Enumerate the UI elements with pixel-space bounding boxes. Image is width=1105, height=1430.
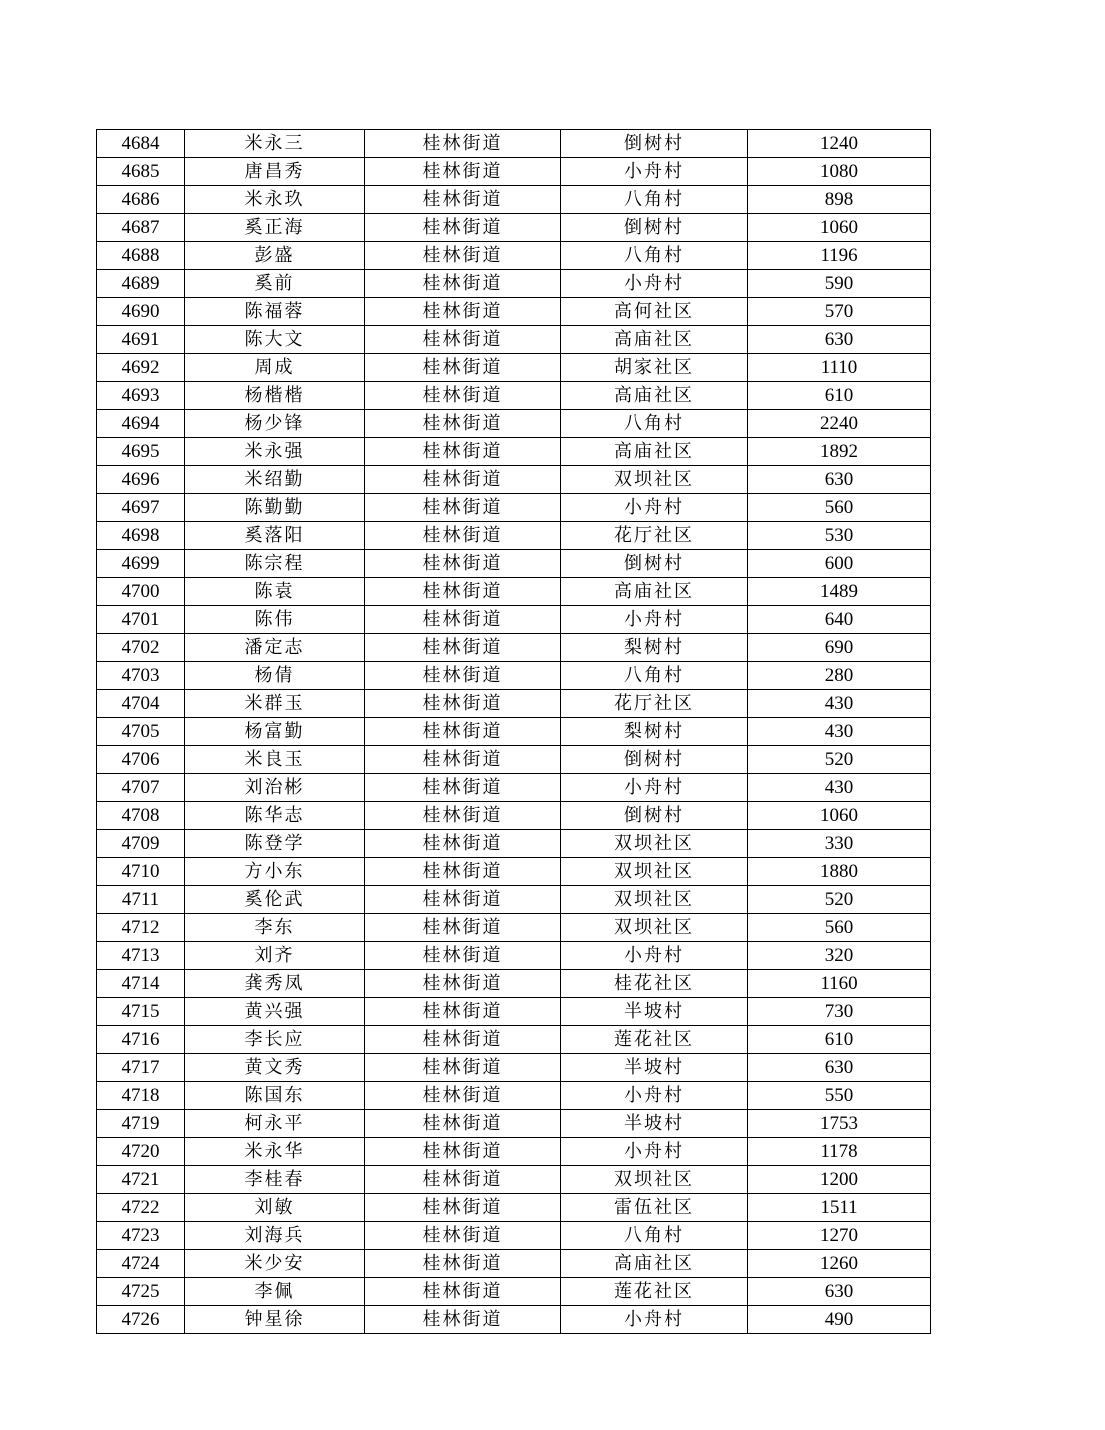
- street-cell: 桂林街道: [365, 1278, 561, 1306]
- row-number-cell: 4704: [97, 690, 185, 718]
- amount-cell: 1511: [748, 1194, 931, 1222]
- street-cell: 桂林街道: [365, 1110, 561, 1138]
- table-row: [97, 270, 931, 298]
- row-number-cell: 4713: [97, 942, 185, 970]
- amount-cell: 1260: [748, 1250, 931, 1278]
- amount-cell: 1060: [748, 214, 931, 242]
- name-cell: 杨楷楷: [185, 382, 365, 410]
- row-number-cell: 4706: [97, 746, 185, 774]
- amount-cell: 520: [748, 746, 931, 774]
- amount-cell: 590: [748, 270, 931, 298]
- street-cell: 桂林街道: [365, 634, 561, 662]
- street-cell: 桂林街道: [365, 326, 561, 354]
- table-row: [97, 1194, 931, 1222]
- amount-cell: 1240: [748, 130, 931, 158]
- row-number-cell: 4702: [97, 634, 185, 662]
- amount-cell: 490: [748, 1306, 931, 1334]
- street-cell: 桂林街道: [365, 774, 561, 802]
- table-row: [97, 858, 931, 886]
- row-number-cell: 4726: [97, 1306, 185, 1334]
- name-cell: 米绍勤: [185, 466, 365, 494]
- row-number-cell: 4719: [97, 1110, 185, 1138]
- name-cell: 李东: [185, 914, 365, 942]
- table-row: [97, 886, 931, 914]
- village-cell: 花厅社区: [561, 690, 748, 718]
- village-cell: 小舟村: [561, 1082, 748, 1110]
- amount-cell: 1200: [748, 1166, 931, 1194]
- name-cell: 奚正海: [185, 214, 365, 242]
- name-cell: 陈袁: [185, 578, 365, 606]
- name-cell: 陈大文: [185, 326, 365, 354]
- name-cell: 陈华志: [185, 802, 365, 830]
- table-row: [97, 186, 931, 214]
- name-cell: 刘治彬: [185, 774, 365, 802]
- name-cell: 李佩: [185, 1278, 365, 1306]
- table-row: [97, 578, 931, 606]
- table-row: [97, 1138, 931, 1166]
- village-cell: 小舟村: [561, 1306, 748, 1334]
- amount-cell: 330: [748, 830, 931, 858]
- street-cell: 桂林街道: [365, 606, 561, 634]
- row-number-cell: 4691: [97, 326, 185, 354]
- village-cell: 八角村: [561, 1222, 748, 1250]
- village-cell: 半坡村: [561, 1054, 748, 1082]
- name-cell: 李桂春: [185, 1166, 365, 1194]
- table-row: [97, 130, 931, 158]
- row-number-cell: 4712: [97, 914, 185, 942]
- amount-cell: 530: [748, 522, 931, 550]
- table-row: [97, 942, 931, 970]
- row-number-cell: 4693: [97, 382, 185, 410]
- street-cell: 桂林街道: [365, 1054, 561, 1082]
- row-number-cell: 4715: [97, 998, 185, 1026]
- village-cell: 双坝社区: [561, 466, 748, 494]
- name-cell: 米永华: [185, 1138, 365, 1166]
- street-cell: 桂林街道: [365, 438, 561, 466]
- street-cell: 桂林街道: [365, 158, 561, 186]
- village-cell: 小舟村: [561, 494, 748, 522]
- amount-cell: 730: [748, 998, 931, 1026]
- row-number-cell: 4714: [97, 970, 185, 998]
- amount-cell: 430: [748, 774, 931, 802]
- name-cell: 奚落阳: [185, 522, 365, 550]
- village-cell: 小舟村: [561, 774, 748, 802]
- table-row: [97, 438, 931, 466]
- table-body: [97, 130, 931, 1334]
- name-cell: 陈登学: [185, 830, 365, 858]
- name-cell: 彭盛: [185, 242, 365, 270]
- street-cell: 桂林街道: [365, 130, 561, 158]
- street-cell: 桂林街道: [365, 298, 561, 326]
- village-cell: 小舟村: [561, 270, 748, 298]
- table-row: [97, 522, 931, 550]
- table-row: [97, 774, 931, 802]
- village-cell: 小舟村: [561, 158, 748, 186]
- name-cell: 钟星徐: [185, 1306, 365, 1334]
- table-row: [97, 1222, 931, 1250]
- table-row: [97, 662, 931, 690]
- village-cell: 双坝社区: [561, 914, 748, 942]
- amount-cell: 430: [748, 718, 931, 746]
- table-row: [97, 1250, 931, 1278]
- row-number-cell: 4709: [97, 830, 185, 858]
- village-cell: 雷伍社区: [561, 1194, 748, 1222]
- street-cell: 桂林街道: [365, 354, 561, 382]
- row-number-cell: 4690: [97, 298, 185, 326]
- village-cell: 双坝社区: [561, 1166, 748, 1194]
- street-cell: 桂林街道: [365, 1166, 561, 1194]
- row-number-cell: 4724: [97, 1250, 185, 1278]
- amount-cell: 560: [748, 914, 931, 942]
- name-cell: 龚秀凤: [185, 970, 365, 998]
- name-cell: 陈福蓉: [185, 298, 365, 326]
- amount-cell: 560: [748, 494, 931, 522]
- row-number-cell: 4720: [97, 1138, 185, 1166]
- street-cell: 桂林街道: [365, 914, 561, 942]
- name-cell: 杨倩: [185, 662, 365, 690]
- row-number-cell: 4687: [97, 214, 185, 242]
- street-cell: 桂林街道: [365, 214, 561, 242]
- street-cell: 桂林街道: [365, 998, 561, 1026]
- name-cell: 潘定志: [185, 634, 365, 662]
- village-cell: 莲花社区: [561, 1026, 748, 1054]
- row-number-cell: 4689: [97, 270, 185, 298]
- amount-cell: 600: [748, 550, 931, 578]
- amount-cell: 280: [748, 662, 931, 690]
- row-number-cell: 4717: [97, 1054, 185, 1082]
- row-number-cell: 4703: [97, 662, 185, 690]
- row-number-cell: 4699: [97, 550, 185, 578]
- street-cell: 桂林街道: [365, 690, 561, 718]
- amount-cell: 1110: [748, 354, 931, 382]
- table-row: [97, 718, 931, 746]
- village-cell: 半坡村: [561, 998, 748, 1026]
- street-cell: 桂林街道: [365, 802, 561, 830]
- name-cell: 米良玉: [185, 746, 365, 774]
- street-cell: 桂林街道: [365, 662, 561, 690]
- street-cell: 桂林街道: [365, 522, 561, 550]
- name-cell: 黄兴强: [185, 998, 365, 1026]
- street-cell: 桂林街道: [365, 830, 561, 858]
- village-cell: 八角村: [561, 242, 748, 270]
- village-cell: 倒树村: [561, 214, 748, 242]
- data-table: [96, 129, 931, 1334]
- table-row: [97, 998, 931, 1026]
- street-cell: 桂林街道: [365, 886, 561, 914]
- village-cell: 梨树村: [561, 634, 748, 662]
- amount-cell: 1753: [748, 1110, 931, 1138]
- row-number-cell: 4711: [97, 886, 185, 914]
- table-row: [97, 410, 931, 438]
- row-number-cell: 4688: [97, 242, 185, 270]
- row-number-cell: 4698: [97, 522, 185, 550]
- table-row: [97, 830, 931, 858]
- street-cell: 桂林街道: [365, 1250, 561, 1278]
- table-row: [97, 802, 931, 830]
- village-cell: 双坝社区: [561, 858, 748, 886]
- amount-cell: 520: [748, 886, 931, 914]
- street-cell: 桂林街道: [365, 858, 561, 886]
- street-cell: 桂林街道: [365, 186, 561, 214]
- table-row: [97, 746, 931, 774]
- street-cell: 桂林街道: [365, 382, 561, 410]
- amount-cell: 630: [748, 466, 931, 494]
- village-cell: 双坝社区: [561, 886, 748, 914]
- table-row: [97, 494, 931, 522]
- name-cell: 黄文秀: [185, 1054, 365, 1082]
- amount-cell: 1270: [748, 1222, 931, 1250]
- row-number-cell: 4686: [97, 186, 185, 214]
- amount-cell: 1060: [748, 802, 931, 830]
- amount-cell: 570: [748, 298, 931, 326]
- name-cell: 米永玖: [185, 186, 365, 214]
- name-cell: 奚伦武: [185, 886, 365, 914]
- table-row: [97, 606, 931, 634]
- row-number-cell: 4716: [97, 1026, 185, 1054]
- amount-cell: 430: [748, 690, 931, 718]
- table-row: [97, 466, 931, 494]
- street-cell: 桂林街道: [365, 270, 561, 298]
- table-row: [97, 550, 931, 578]
- amount-cell: 630: [748, 326, 931, 354]
- street-cell: 桂林街道: [365, 1222, 561, 1250]
- village-cell: 高庙社区: [561, 578, 748, 606]
- street-cell: 桂林街道: [365, 1306, 561, 1334]
- amount-cell: 2240: [748, 410, 931, 438]
- village-cell: 倒树村: [561, 130, 748, 158]
- street-cell: 桂林街道: [365, 942, 561, 970]
- row-number-cell: 4692: [97, 354, 185, 382]
- amount-cell: 1489: [748, 578, 931, 606]
- row-number-cell: 4723: [97, 1222, 185, 1250]
- amount-cell: 898: [748, 186, 931, 214]
- village-cell: 八角村: [561, 662, 748, 690]
- name-cell: 陈勤勤: [185, 494, 365, 522]
- row-number-cell: 4722: [97, 1194, 185, 1222]
- row-number-cell: 4705: [97, 718, 185, 746]
- street-cell: 桂林街道: [365, 718, 561, 746]
- name-cell: 陈国东: [185, 1082, 365, 1110]
- street-cell: 桂林街道: [365, 1138, 561, 1166]
- name-cell: 唐昌秀: [185, 158, 365, 186]
- village-cell: 倒树村: [561, 746, 748, 774]
- row-number-cell: 4684: [97, 130, 185, 158]
- street-cell: 桂林街道: [365, 1026, 561, 1054]
- name-cell: 奚前: [185, 270, 365, 298]
- village-cell: 双坝社区: [561, 830, 748, 858]
- name-cell: 米永三: [185, 130, 365, 158]
- amount-cell: 690: [748, 634, 931, 662]
- row-number-cell: 4725: [97, 1278, 185, 1306]
- table-row: [97, 214, 931, 242]
- row-number-cell: 4685: [97, 158, 185, 186]
- name-cell: 杨富勤: [185, 718, 365, 746]
- amount-cell: 1880: [748, 858, 931, 886]
- village-cell: 胡家社区: [561, 354, 748, 382]
- name-cell: 米永强: [185, 438, 365, 466]
- village-cell: 小舟村: [561, 1138, 748, 1166]
- table-row: [97, 1110, 931, 1138]
- name-cell: 周成: [185, 354, 365, 382]
- table-row: [97, 1278, 931, 1306]
- name-cell: 方小东: [185, 858, 365, 886]
- street-cell: 桂林街道: [365, 410, 561, 438]
- table-row: [97, 382, 931, 410]
- village-cell: 倒树村: [561, 550, 748, 578]
- table-row: [97, 1026, 931, 1054]
- row-number-cell: 4695: [97, 438, 185, 466]
- row-number-cell: 4710: [97, 858, 185, 886]
- row-number-cell: 4701: [97, 606, 185, 634]
- name-cell: 刘海兵: [185, 1222, 365, 1250]
- table-row: [97, 158, 931, 186]
- amount-cell: 320: [748, 942, 931, 970]
- name-cell: 米少安: [185, 1250, 365, 1278]
- village-cell: 高庙社区: [561, 1250, 748, 1278]
- village-cell: 梨树村: [561, 718, 748, 746]
- street-cell: 桂林街道: [365, 466, 561, 494]
- village-cell: 高庙社区: [561, 438, 748, 466]
- row-number-cell: 4700: [97, 578, 185, 606]
- street-cell: 桂林街道: [365, 1194, 561, 1222]
- row-number-cell: 4721: [97, 1166, 185, 1194]
- street-cell: 桂林街道: [365, 242, 561, 270]
- table-row: [97, 298, 931, 326]
- village-cell: 半坡村: [561, 1110, 748, 1138]
- village-cell: 倒树村: [561, 802, 748, 830]
- row-number-cell: 4718: [97, 1082, 185, 1110]
- table-row: [97, 326, 931, 354]
- amount-cell: 1160: [748, 970, 931, 998]
- amount-cell: 630: [748, 1054, 931, 1082]
- row-number-cell: 4696: [97, 466, 185, 494]
- amount-cell: 1892: [748, 438, 931, 466]
- amount-cell: 610: [748, 382, 931, 410]
- village-cell: 桂花社区: [561, 970, 748, 998]
- name-cell: 杨少锋: [185, 410, 365, 438]
- amount-cell: 550: [748, 1082, 931, 1110]
- table-row: [97, 970, 931, 998]
- table-row: [97, 1054, 931, 1082]
- row-number-cell: 4697: [97, 494, 185, 522]
- table-row: [97, 242, 931, 270]
- table-row: [97, 634, 931, 662]
- amount-cell: 610: [748, 1026, 931, 1054]
- name-cell: 陈宗程: [185, 550, 365, 578]
- table-row: [97, 1082, 931, 1110]
- village-cell: 小舟村: [561, 606, 748, 634]
- table-row: [97, 914, 931, 942]
- street-cell: 桂林街道: [365, 1082, 561, 1110]
- village-cell: 八角村: [561, 410, 748, 438]
- street-cell: 桂林街道: [365, 970, 561, 998]
- village-cell: 高庙社区: [561, 326, 748, 354]
- table-row: [97, 1166, 931, 1194]
- table-row: [97, 354, 931, 382]
- name-cell: 柯永平: [185, 1110, 365, 1138]
- village-cell: 高庙社区: [561, 382, 748, 410]
- row-number-cell: 4694: [97, 410, 185, 438]
- name-cell: 刘敏: [185, 1194, 365, 1222]
- village-cell: 莲花社区: [561, 1278, 748, 1306]
- table-row: [97, 1306, 931, 1334]
- street-cell: 桂林街道: [365, 578, 561, 606]
- amount-cell: 640: [748, 606, 931, 634]
- street-cell: 桂林街道: [365, 550, 561, 578]
- amount-cell: 1080: [748, 158, 931, 186]
- village-cell: 高何社区: [561, 298, 748, 326]
- village-cell: 花厅社区: [561, 522, 748, 550]
- name-cell: 米群玉: [185, 690, 365, 718]
- table-row: [97, 690, 931, 718]
- name-cell: 李长应: [185, 1026, 365, 1054]
- row-number-cell: 4708: [97, 802, 185, 830]
- amount-cell: 1196: [748, 242, 931, 270]
- name-cell: 刘齐: [185, 942, 365, 970]
- village-cell: 八角村: [561, 186, 748, 214]
- amount-cell: 630: [748, 1278, 931, 1306]
- village-cell: 小舟村: [561, 942, 748, 970]
- amount-cell: 1178: [748, 1138, 931, 1166]
- row-number-cell: 4707: [97, 774, 185, 802]
- name-cell: 陈伟: [185, 606, 365, 634]
- street-cell: 桂林街道: [365, 494, 561, 522]
- street-cell: 桂林街道: [365, 746, 561, 774]
